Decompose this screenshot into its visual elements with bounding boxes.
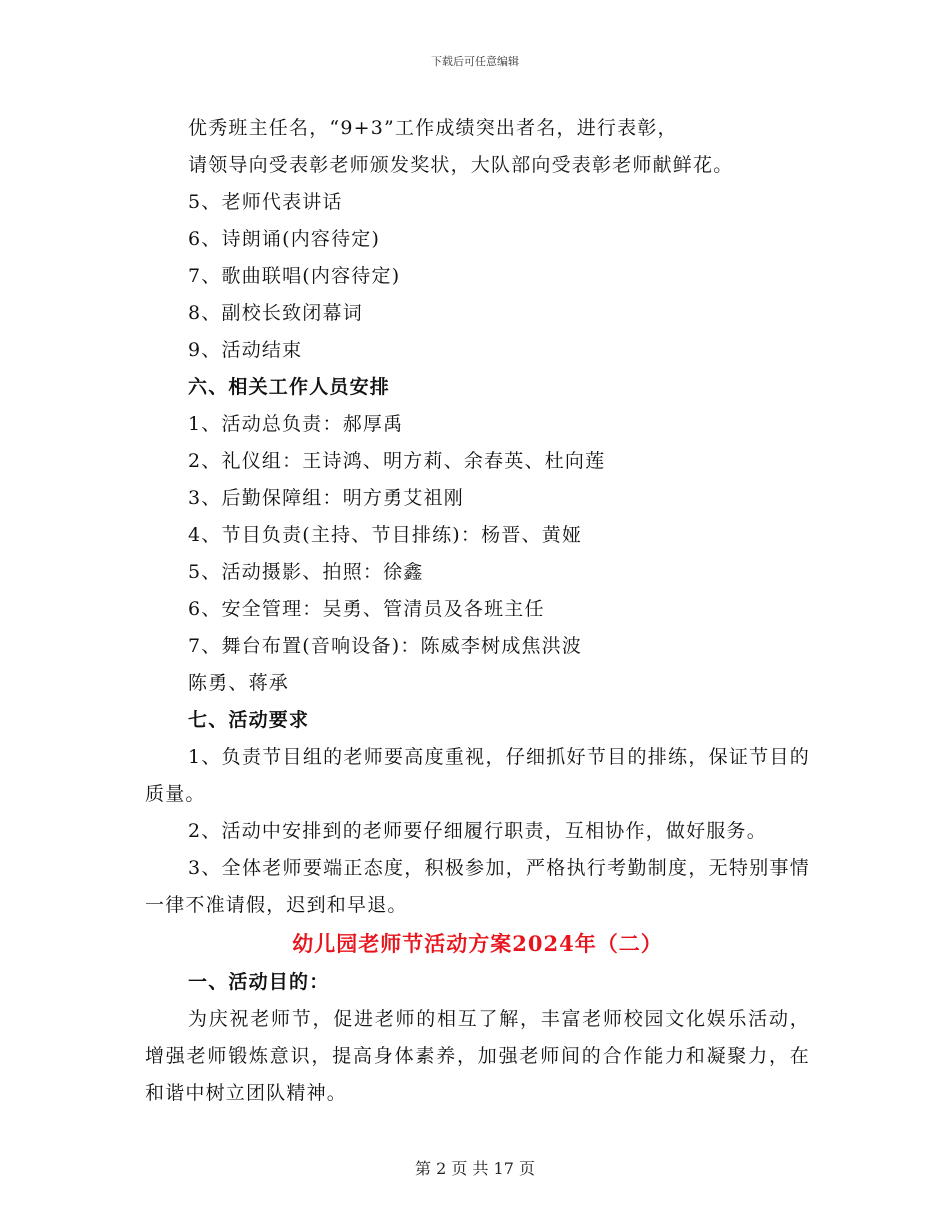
program-item: 5、老师代表讲话 [188, 191, 343, 213]
program-item: 6、诗朗诵(内容待定) [188, 228, 381, 250]
award-line: 优秀班主任名，“9+3”工作成绩突出者名，进行表彰， [188, 117, 678, 139]
purpose-paragraph: 为庆祝老师节，促进老师的相互了解，丰富老师校园文化娱乐活动，增强老师锻炼意识，提高身体素养，加强老师间的合作能力和凝聚力，在和谐中树立团队精神。 [145, 1008, 810, 1104]
staff-item: 1、活动总负责：郝厚禹 [188, 413, 404, 435]
page-header: 下载后可任意编辑 [431, 55, 519, 68]
award-line-2: 请领导向受表彰老师颁发奖状，大队部向受表彰老师献鲜花。 [188, 154, 734, 176]
document-title: 幼儿园老师节活动方案2024年（二） [292, 931, 663, 956]
staff-item: 4、节目负责(主持、节目排练)：杨晋、黄娅 [188, 524, 583, 546]
staff-item: 7、舞台布置(音响设备)：陈威李树成焦洪波 [188, 635, 583, 657]
document-body [145, 110, 810, 1112]
section-heading-staff: 六、相关工作人员安排 [188, 376, 391, 398]
section-heading-purpose: 一、活动目的： [188, 971, 330, 993]
program-item: 7、歌曲联唱(内容待定) [188, 265, 401, 287]
staff-item: 3、后勤保障组：明方勇艾祖刚 [188, 487, 464, 509]
program-item: 9、活动结束 [188, 339, 303, 361]
section-heading-requirements: 七、活动要求 [188, 709, 310, 731]
staff-item: 2、礼仪组：王诗鸿、明方莉、余春英、杜向莲 [188, 450, 606, 472]
staff-item: 5、活动摄影、拍照：徐鑫 [188, 561, 424, 583]
program-item: 8、副校长致闭幕词 [188, 302, 363, 324]
requirement-paragraph: 2、活动中安排到的老师要仔细履行职责，互相协作，做好服务。 [188, 820, 767, 842]
staff-item-continued: 陈勇、蒋承 [188, 672, 290, 694]
requirement-paragraph: 3、全体老师要端正态度，积极参加，严格执行考勤制度，无特别事情一律不准请假，迟到和早退。 [145, 857, 810, 916]
staff-item: 6、安全管理：吴勇、管清员及各班主任 [188, 598, 545, 620]
requirement-paragraph: 1、负责节目组的老师要高度重视，仔细抓好节目的排练，保证节目的质量。 [145, 746, 810, 805]
page-footer: 第 2 页 共 17 页 [415, 1159, 535, 1178]
